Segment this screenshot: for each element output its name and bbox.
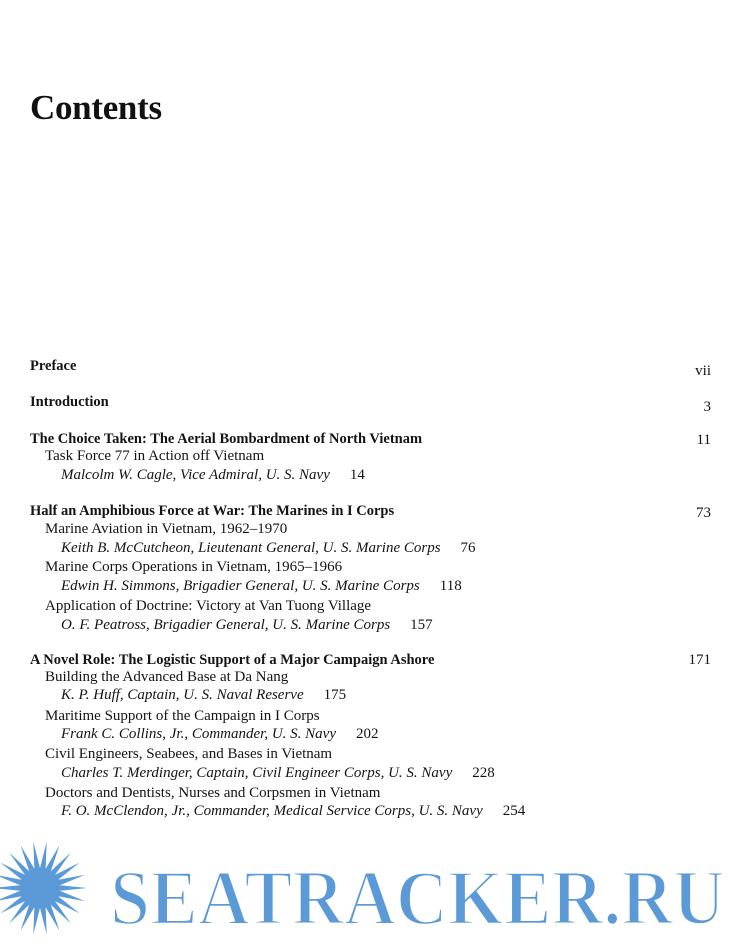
toc-chapter-page: 254	[502, 803, 526, 819]
toc-chapter-author: Frank C. Collins, Jr., Commander, U. S. Navy	[61, 726, 336, 742]
toc-chapter-title: Marine Corps Operations in Vietnam, 1965–1966	[45, 559, 343, 575]
toc-chapter-page: 228	[472, 765, 495, 781]
toc-section-page: 73	[696, 505, 711, 521]
toc-chapter-author: Malcolm W. Cagle, Vice Admiral, U. S. Navy	[61, 467, 330, 483]
sun-burst-icon	[0, 842, 87, 935]
toc-chapter-title: Doctors and Dentists, Nurses and Corpsmen in Vietnam	[45, 785, 381, 801]
toc-chapter-title: Marine Aviation in Vietnam, 1962–1970	[45, 521, 288, 537]
toc-chapter-author: F. O. McClendon, Jr., Commander, Medical Service Corps, U. S. Navy	[61, 803, 483, 819]
toc-chapter-title: Maritime Support of the Campaign in I Corps	[45, 708, 320, 724]
sun-burst-core	[22, 870, 58, 906]
toc-preface: Preface	[30, 358, 77, 374]
toc-chapter-title: Application of Doctrine: Victory at Van Tuong Village	[45, 598, 372, 614]
toc-chapter-author-line	[61, 764, 495, 782]
toc-section-title: A Novel Role: The Logistic Support of a Major Campaign Ashore	[30, 652, 435, 668]
toc-introduction: Introduction	[30, 394, 109, 410]
toc-chapter-title: Task Force 77 in Action off Vietnam	[45, 448, 265, 464]
toc-chapter-page: 14	[349, 467, 365, 483]
toc-chapter-author: Keith B. McCutcheon, Lieutenant General, U. S. Marine Corps	[61, 540, 441, 556]
toc-chapter-page: 118	[439, 578, 462, 594]
toc-chapter-page: 157	[410, 617, 433, 633]
toc-chapter-author-line	[61, 725, 379, 743]
toc-chapter-author: Charles T. Merdinger, Captain, Civil Engineer Corps, U. S. Navy	[61, 765, 453, 781]
watermark	[0, 838, 742, 952]
toc-section-page: 171	[688, 652, 711, 668]
watermark-text: SEATRACKER.RU	[110, 854, 725, 941]
toc-chapter-author-line	[61, 616, 433, 634]
toc-chapter-author-line	[61, 686, 346, 704]
toc-chapter-author-line	[61, 539, 476, 557]
toc-preface-page: vii	[695, 363, 711, 379]
toc-chapter-author-line	[61, 466, 365, 484]
toc-chapter-author-line	[61, 802, 525, 820]
toc-chapter-author-line	[61, 577, 462, 595]
toc-chapter-author: O. F. Peatross, Brigadier General, U. S. Marine Corps	[61, 617, 391, 633]
toc-section-title: Half an Amphibious Force at War: The Marines in I Corps	[30, 503, 395, 519]
toc-introduction-page: 3	[703, 399, 711, 415]
toc-section-title: The Choice Taken: The Aerial Bombardment of North Vietnam	[30, 431, 423, 447]
page-title: Contents	[30, 88, 162, 127]
toc-chapter-title: Civil Engineers, Seabees, and Bases in Vietnam	[45, 746, 333, 762]
toc-chapter-author: Edwin H. Simmons, Brigadier General, U. S. Marine Corps	[61, 578, 420, 594]
toc-chapter-page: 175	[323, 687, 347, 703]
toc-chapter-page: 202	[356, 726, 379, 742]
toc-chapter-author: K. P. Huff, Captain, U. S. Naval Reserve	[61, 687, 304, 703]
toc-chapter-title: Building the Advanced Base at Da Nang	[45, 669, 289, 685]
toc-section-page: 11	[696, 432, 711, 448]
toc-chapter-page: 76	[460, 540, 476, 556]
